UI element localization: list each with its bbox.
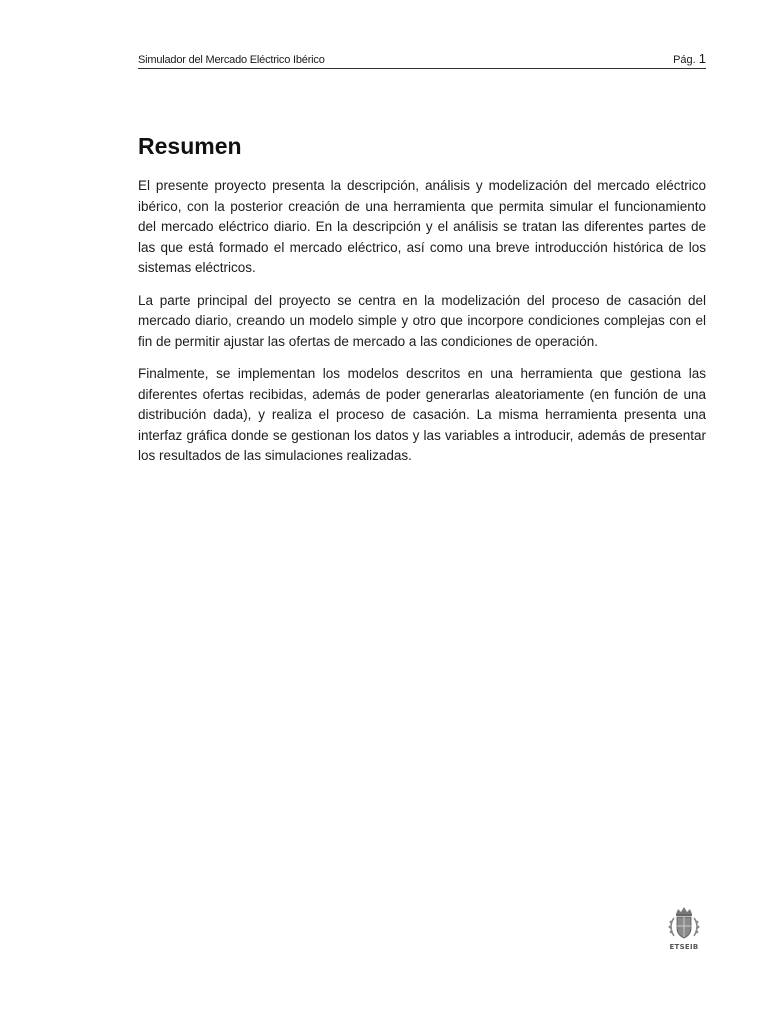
page-number: 1	[698, 51, 706, 66]
page-header	[138, 52, 706, 69]
page-indicator	[673, 52, 706, 67]
document-title: Simulador del Mercado Eléctrico Ibérico	[138, 54, 325, 66]
abstract-section	[138, 130, 706, 479]
page-label: Pág.	[673, 54, 696, 66]
logo-text: ETSEIB	[669, 943, 699, 951]
etseib-logo	[662, 906, 706, 956]
abstract-paragraph-2: La parte principal del proyecto se centra en la modelización del proceso de casación del mercado diario, creando un modelo simple y otro que incorpore condiciones complejas con el fin de permitir ajustar las ofertas de mercado a las condiciones de operación.	[138, 292, 706, 349]
abstract-paragraph-3: Finalmente, se implementan los modelos descritos en una herramienta que gestiona las diferentes ofertas recibidas, además de poder generarlas aleatoriamente (en función de una distribución dada), y realiza el proceso de casación. La misma herramienta presenta una interfaz gráfica donde se gestionan los datos y las variables a introducir, además de presentar los resultados de las simulaciones realizadas.	[138, 366, 706, 463]
etseib-crest-icon	[662, 906, 706, 942]
abstract-paragraph-1: El presente proyecto presenta la descripción, análisis y modelización del mercado eléctrico ibérico, con la posterior creación de una herramienta que permita simular el funcionamiento del mercado eléctrico diario. En la descripción y el análisis se tratan las diferentes partes de las que está formado el mercado eléctrico, así como una breve introducción histórica de los sistemas eléctricos.	[138, 178, 706, 275]
section-heading: Resumen	[138, 133, 242, 159]
